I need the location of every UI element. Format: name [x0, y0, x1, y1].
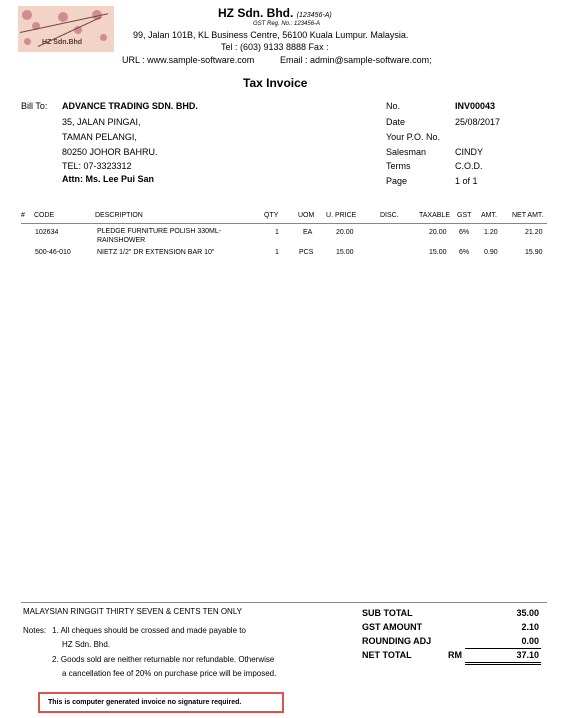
amount-in-words: MALAYSIAN RINGGIT THIRTY SEVEN & CENTS TEN ONLY — [23, 607, 243, 616]
rounding-label: ROUNDING ADJ — [362, 636, 432, 646]
rounding-value: 0.00 — [521, 636, 539, 646]
col-header-code: CODE — [34, 212, 55, 219]
total-double-rule — [465, 664, 541, 665]
customer-phone: TEL: 07-3323312 — [62, 161, 132, 171]
cell-gst: 6% — [459, 229, 470, 236]
total-rule — [465, 648, 541, 649]
cell-description-cont: RAINSHOWER — [97, 237, 146, 244]
bill-to-label: Bill To: — [21, 101, 48, 111]
col-header-price: U. PRICE — [326, 212, 357, 219]
net-total-value: 37.10 — [516, 650, 539, 660]
company-phone: Tel : (603) 9133 8888 Fax : — [221, 42, 329, 52]
gst-amount-label: GST AMOUNT — [362, 622, 423, 632]
cell-qty: 1 — [275, 229, 279, 236]
footer-divider — [21, 602, 547, 603]
customer-address-line: 80250 JOHOR BAHRU. — [62, 147, 158, 157]
terms: C.O.D. — [455, 161, 483, 171]
company-logo — [18, 6, 114, 52]
company-name: HZ Sdn. Bhd. — [218, 6, 294, 20]
cell-gst: 6% — [459, 249, 470, 256]
flower-icon — [22, 10, 32, 20]
col-header-gst: GST — [457, 212, 472, 219]
col-header-qty: QTY — [264, 212, 279, 219]
col-header-description: DESCRIPTION — [95, 212, 143, 219]
flower-icon — [24, 38, 31, 45]
cell-taxable: 15.00 — [429, 249, 447, 256]
total-double-rule — [465, 662, 541, 663]
flower-icon — [100, 34, 107, 41]
info-label-no: No. — [386, 101, 401, 111]
computer-generated-notice — [38, 692, 284, 713]
cell-description: NIETZ 1/2" DR EXTENSION BAR 10" — [97, 249, 215, 256]
subtotal-value: 35.00 — [516, 608, 539, 618]
note-line: HZ Sdn. Bhd. — [62, 640, 111, 649]
currency-label: RM — [448, 650, 462, 660]
info-label-date: Date — [386, 117, 406, 127]
company-email: Email : admin@sample-software.com; — [280, 55, 432, 65]
col-header-taxable: TAXABLE — [419, 212, 450, 219]
page-number: 1 of 1 — [455, 176, 478, 186]
note-line: 1. All cheques should be crossed and made payable to — [52, 626, 246, 635]
customer-name: ADVANCE TRADING SDN. BHD. — [62, 101, 198, 111]
invoice-date: 25/08/2017 — [455, 117, 501, 127]
note-line: 2. Goods sold are neither returnable nor refundable. Otherwise — [52, 655, 275, 664]
flower-icon — [58, 12, 68, 22]
info-label-terms: Terms — [386, 161, 411, 171]
cell-amt: 0.90 — [484, 249, 498, 256]
customer-attn: Attn: Ms. Lee Pui San — [62, 174, 155, 184]
cell-qty: 1 — [275, 249, 279, 256]
cell-code: 102634 — [35, 229, 59, 236]
salesman: CINDY — [455, 147, 484, 157]
cell-price: 20.00 — [336, 229, 354, 236]
notice-text: This is computer generated invoice no signature required. — [48, 699, 242, 706]
company-address: 99, Jalan 101B, KL Business Centre, 56100 Kuala Lumpur. Malaysia. — [133, 30, 409, 40]
table-header-divider — [21, 223, 547, 224]
cell-amt: 1.20 — [484, 229, 498, 236]
gst-amount-value: 2.10 — [521, 622, 539, 632]
invoice-number: INV00043 — [455, 101, 496, 111]
company-url: URL : www.sample-software.com — [122, 55, 255, 65]
customer-address-line: 35, JALAN PINGAI, — [62, 117, 141, 127]
col-header-amt: AMT. — [481, 212, 497, 219]
note-line: a cancellation fee of 20% on purchase price will be imposed. — [62, 669, 277, 678]
logo-text: HZ Sdn.Bhd — [42, 39, 83, 46]
notes-label: Notes: — [23, 626, 47, 635]
cell-uom: PCS — [299, 249, 314, 256]
customer-address-line: TAMAN PELANGI, — [62, 132, 137, 142]
info-label-salesman: Salesman — [386, 147, 427, 157]
col-header-net: NET AMT. — [512, 212, 544, 219]
col-header-no: # — [21, 212, 25, 219]
cell-price: 15.00 — [336, 249, 354, 256]
cell-code: 500-46-010 — [35, 249, 71, 256]
cell-net: 15.90 — [525, 249, 543, 256]
col-header-uom: UOM — [298, 212, 315, 219]
info-label-po: Your P.O. No. — [386, 132, 441, 142]
cell-uom: EA — [303, 229, 313, 236]
gst-reg-no: GST Reg. No.: 123456-A — [253, 21, 321, 27]
cell-net: 21.20 — [525, 229, 543, 236]
document-title: Tax Invoice — [243, 76, 308, 90]
cell-taxable: 20.00 — [429, 229, 447, 236]
col-header-disc: DISC. — [380, 212, 399, 219]
company-reg-no: (123456-A) — [296, 12, 332, 19]
info-label-page: Page — [386, 176, 408, 186]
subtotal-label: SUB TOTAL — [362, 608, 413, 618]
net-total-label: NET TOTAL — [362, 650, 412, 660]
cell-description: PLEDGE FURNITURE POLISH 330ML- — [97, 228, 222, 235]
company-name-line — [218, 6, 332, 20]
